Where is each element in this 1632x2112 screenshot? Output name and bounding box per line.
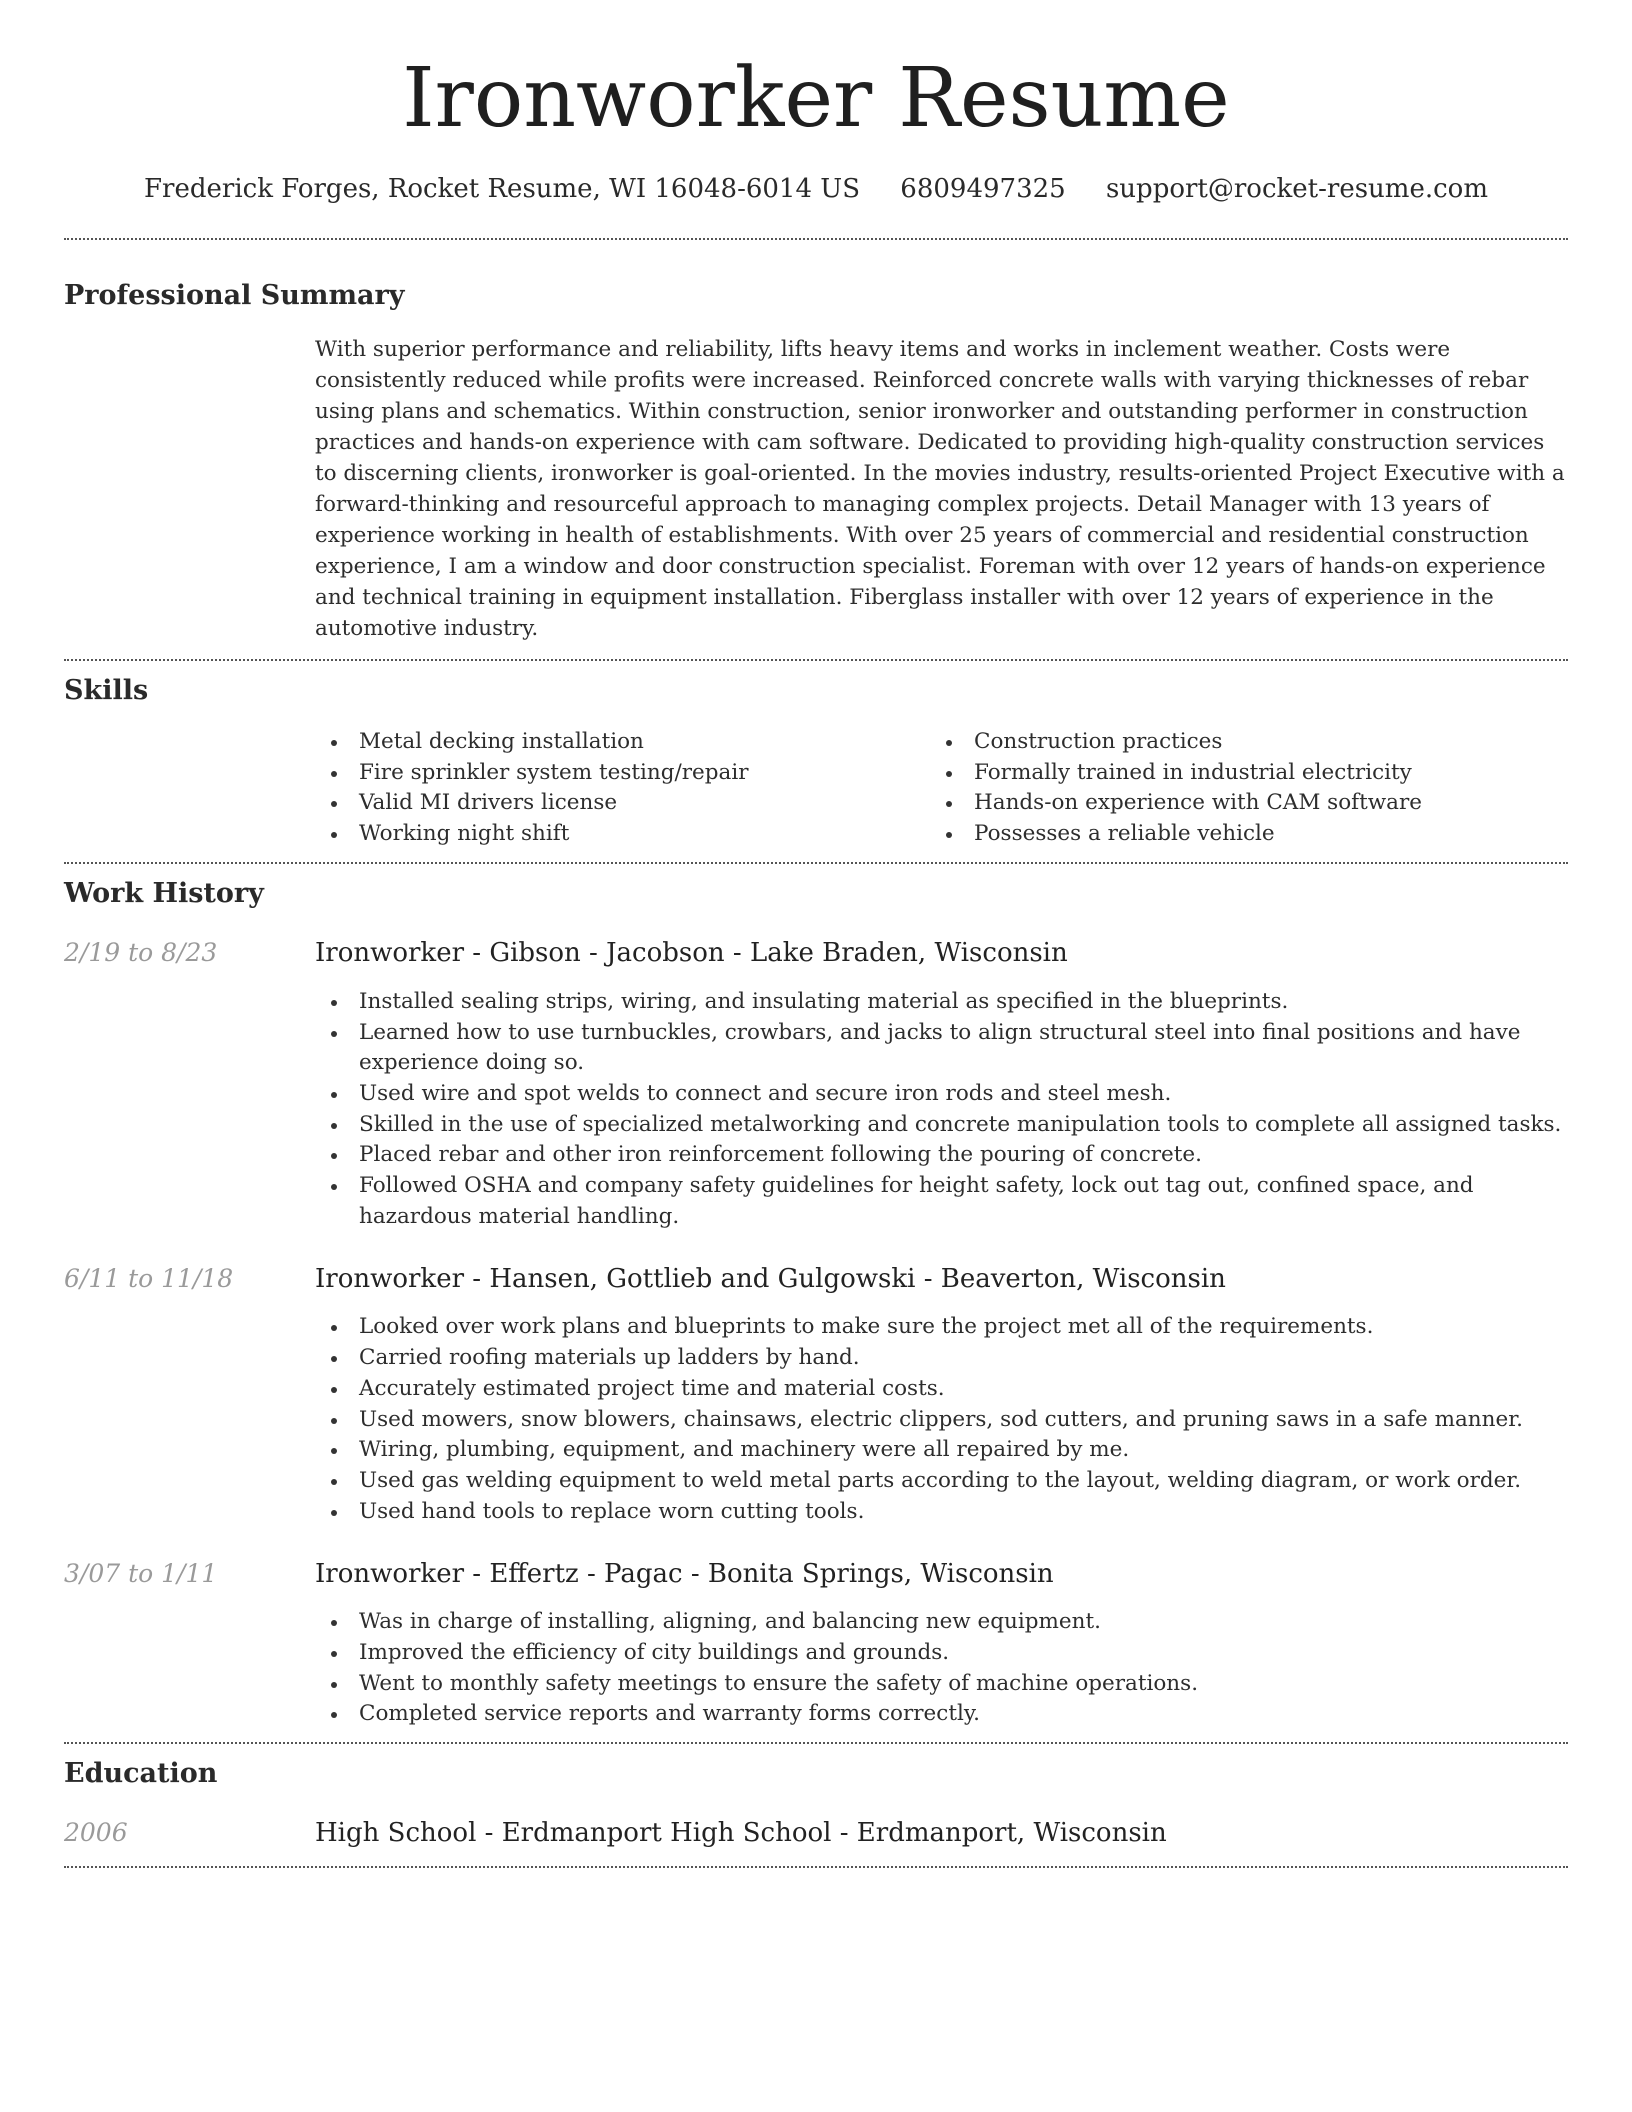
divider bbox=[64, 1742, 1568, 1744]
job-dates: 2/19 to 8/23 bbox=[64, 937, 218, 967]
skills-grid bbox=[315, 727, 1568, 850]
duty-item: Used hand tools to replace worn cutting tools. bbox=[315, 1497, 1568, 1528]
divider bbox=[64, 862, 1568, 864]
job-entry bbox=[64, 937, 1568, 968]
skill-item: Formally trained in industrial electricity bbox=[930, 758, 1545, 789]
divider bbox=[64, 238, 1568, 240]
work-heading: Work History bbox=[64, 877, 264, 909]
job-duties bbox=[315, 1607, 1568, 1730]
job-dates: 3/07 to 1/11 bbox=[64, 1559, 218, 1589]
skill-item: Metal decking installation bbox=[315, 727, 930, 758]
duty-item: Carried roofing materials up ladders by hand. bbox=[315, 1343, 1568, 1374]
skill-item: Working night shift bbox=[315, 819, 930, 850]
duty-item: Used gas welding equipment to weld metal parts according to the layout, welding diagram, or work order. bbox=[315, 1466, 1568, 1497]
summary-section bbox=[64, 282, 1568, 644]
skill-item: Hands-on experience with CAM software bbox=[930, 788, 1545, 819]
skill-item: Possesses a reliable vehicle bbox=[930, 819, 1545, 850]
resume-page bbox=[64, 0, 1568, 1868]
skills-section bbox=[64, 677, 1568, 850]
duty-item: Skilled in the use of specialized metalworking and concrete manipulation tools to complete all assigned tasks. bbox=[315, 1110, 1568, 1141]
duty-item: Went to monthly safety meetings to ensure the safety of machine operations. bbox=[315, 1669, 1568, 1700]
duty-item: Used mowers, snow blowers, chainsaws, electric clippers, sod cutters, and pruning saws in a safe manner. bbox=[315, 1405, 1568, 1436]
divider bbox=[64, 1866, 1568, 1868]
skills-right-column bbox=[930, 727, 1545, 850]
duty-item: Improved the efficiency of city buildings and grounds. bbox=[315, 1638, 1568, 1669]
duty-item: Accurately estimated project time and material costs. bbox=[315, 1374, 1568, 1405]
contact-line bbox=[64, 176, 1568, 202]
duty-item: Placed rebar and other iron reinforcement following the pouring of concrete. bbox=[315, 1140, 1568, 1171]
skills-left-column bbox=[315, 727, 930, 850]
job-entry bbox=[64, 1559, 1568, 1590]
education-section bbox=[64, 1758, 1568, 1849]
duty-item: Was in charge of installing, aligning, and balancing new equipment. bbox=[315, 1607, 1568, 1638]
duty-item: Installed sealing strips, wiring, and insulating material as specified in the blueprints. bbox=[315, 987, 1568, 1018]
job-dates: 6/11 to 11/18 bbox=[64, 1264, 234, 1294]
summary-text: With superior performance and reliability, lifts heavy items and works in inclement weather. Costs were consistently reduced while profits were increased. Reinforced concrete walls with varying thicknesses of rebar using plans and schematics. Within construction, senior ironworker and outstanding performer in construction practices and hands-on experience with cam software. Dedicated to providing high-quality construction services to discerning clients, ironworker is goal-oriented. In the movies industry, results-oriented Project Executive with a forward-thinking and resourceful approach to managing complex projects. Detail Manager with 13 years of experience working in health of establishments. With over 25 years of commercial and residential construction experience, I am a window and door construction specialist. Foreman with over 12 years of hands-on experience and technical training in equipment installation. Fiberglass installer with over 12 years of experience in the automotive industry. bbox=[315, 337, 1565, 641]
duty-item: Wiring, plumbing, equipment, and machinery were all repaired by me. bbox=[315, 1435, 1568, 1466]
work-section bbox=[64, 877, 1568, 1730]
skill-item: Fire sprinkler system testing/repair bbox=[315, 758, 930, 789]
duty-item: Completed service reports and warranty forms correctly. bbox=[315, 1699, 1568, 1730]
job-entry bbox=[64, 1264, 1568, 1295]
education-heading: Education bbox=[64, 1758, 218, 1790]
skill-item: Valid MI drivers license bbox=[315, 788, 930, 819]
job-duties bbox=[315, 987, 1568, 1233]
divider bbox=[64, 659, 1568, 661]
education-entry bbox=[64, 1818, 1568, 1849]
duty-item: Learned how to use turnbuckles, crowbars, and jacks to align structural steel into final positions and have experience doing so. bbox=[315, 1018, 1568, 1079]
job-title: Ironworker - Gibson - Jacobson - Lake Braden, Wisconsin bbox=[315, 937, 1068, 968]
education-dates: 2006 bbox=[64, 1818, 128, 1848]
contact-phone: 6809497325 bbox=[900, 174, 1066, 204]
duty-item: Followed OSHA and company safety guidelines for height safety, lock out tag out, confined space, and hazardous material handling. bbox=[315, 1171, 1568, 1232]
duty-item: Looked over work plans and blueprints to make sure the project met all of the requirements. bbox=[315, 1312, 1568, 1343]
job-title: Ironworker - Effertz - Pagac - Bonita Springs, Wisconsin bbox=[315, 1559, 1054, 1590]
page-title: Ironworker Resume bbox=[402, 51, 1230, 146]
job-title: Ironworker - Hansen, Gottlieb and Gulgowski - Beaverton, Wisconsin bbox=[315, 1264, 1226, 1295]
job-duties bbox=[315, 1312, 1568, 1527]
skills-heading: Skills bbox=[64, 675, 149, 706]
duty-item: Used wire and spot welds to connect and secure iron rods and steel mesh. bbox=[315, 1079, 1568, 1110]
contact-address: Frederick Forges, Rocket Resume, WI 16048-6014 US bbox=[144, 174, 861, 204]
education-title: High School - Erdmanport High School - Erdmanport, Wisconsin bbox=[315, 1818, 1167, 1849]
skill-item: Construction practices bbox=[930, 727, 1545, 758]
contact-email: support@rocket-resume.com bbox=[1105, 174, 1488, 204]
summary-heading: Professional Summary bbox=[64, 280, 405, 311]
